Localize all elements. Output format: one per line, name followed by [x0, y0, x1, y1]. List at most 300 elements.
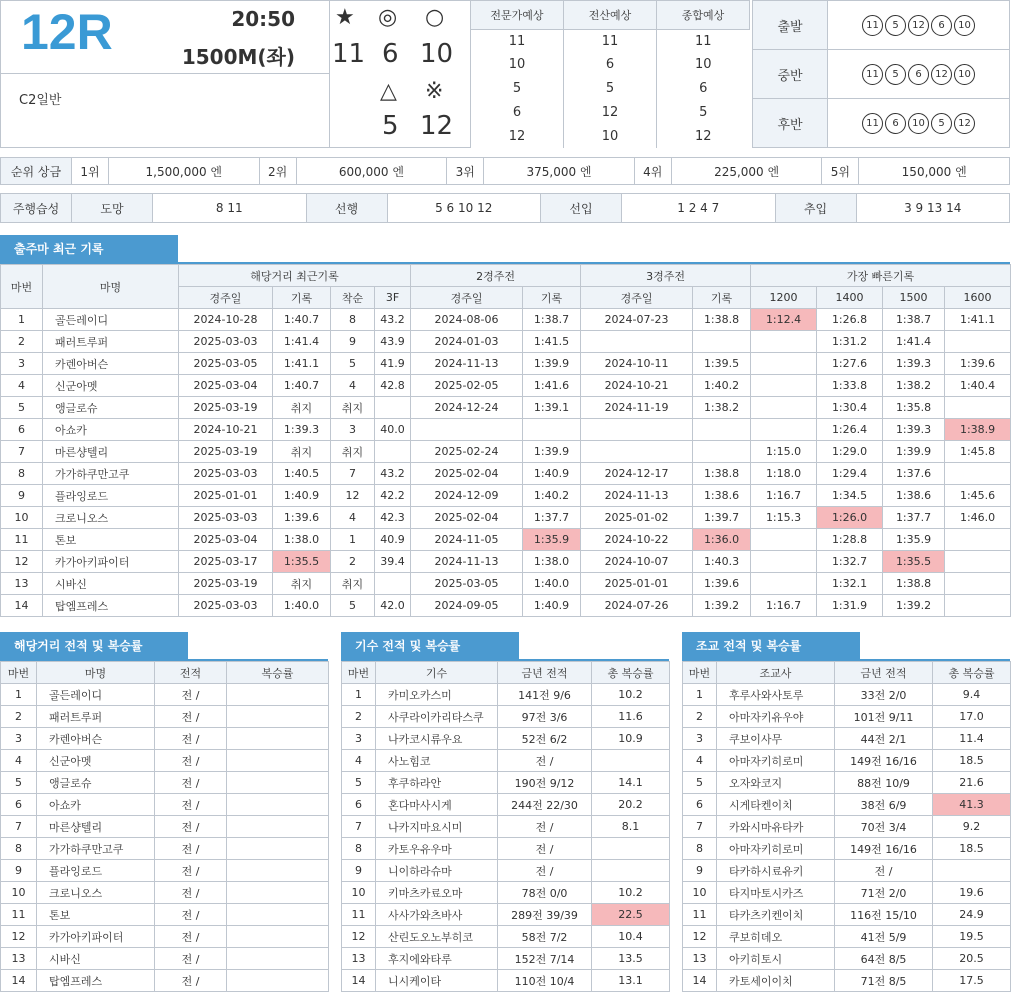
name-cell: 탑엠프레스 [37, 970, 155, 992]
value-cell: 1 [1, 684, 37, 706]
record-cell: 1:15.3 [751, 507, 817, 529]
running-horses: 5 6 10 12 [387, 194, 541, 223]
value-cell: 152전 7/14 [498, 948, 592, 970]
pace-number-circle: 5 [885, 64, 906, 85]
record-cell: 2025-03-03 [179, 331, 273, 353]
table-row [1, 882, 329, 904]
record-cell: 1:38.7 [523, 309, 581, 331]
table-row [1, 684, 329, 706]
record-cell: 1:41.1 [273, 353, 331, 375]
record-cell: 2025-03-04 [179, 529, 273, 551]
table-row [1, 750, 329, 772]
record-cell: 1:28.8 [817, 529, 883, 551]
horse-name: 크로니오스 [43, 507, 179, 529]
value-cell: 5 [342, 772, 376, 794]
record-cell: 2024-10-28 [179, 309, 273, 331]
record-cell: 1:16.7 [751, 485, 817, 507]
prize-rank: 5위 [822, 158, 859, 185]
record-cell [375, 397, 411, 419]
horse-name: 패러트루퍼 [43, 331, 179, 353]
value-cell: 전 / [498, 860, 592, 882]
value-cell: 9.2 [933, 816, 1011, 838]
record-cell: 42.3 [375, 507, 411, 529]
table-header: 마명 [37, 662, 155, 684]
value-cell: 110전 10/4 [498, 970, 592, 992]
value-cell: 78전 0/0 [498, 882, 592, 904]
value-cell: 64전 8/5 [835, 948, 933, 970]
record-cell: 1:38.2 [693, 397, 751, 419]
horse-name: 탑엠프레스 [43, 595, 179, 617]
table-row [1, 419, 1011, 441]
record-cell: 1:40.2 [523, 485, 581, 507]
table-row [1, 595, 1011, 617]
picks-box [330, 0, 470, 148]
record-cell: 1:26.4 [817, 419, 883, 441]
pred-cell: 5 [564, 77, 657, 101]
record-cell: 2024-10-21 [581, 375, 693, 397]
value-cell: 12 [1, 926, 37, 948]
value-cell: 7 [683, 816, 717, 838]
record-cell: 1:39.6 [693, 573, 751, 595]
record-cell [751, 419, 817, 441]
record-cell [945, 595, 1011, 617]
pred-cell: 6 [471, 101, 564, 125]
table-row [342, 882, 670, 904]
horse-name: 카렌아버슨 [43, 353, 179, 375]
sub-header: 착순 [331, 287, 375, 309]
value-cell: 7 [342, 816, 376, 838]
table-row [683, 816, 1011, 838]
value-cell: 14 [1, 970, 37, 992]
record-cell: 1:33.8 [817, 375, 883, 397]
pick-circle-value: 10 [420, 39, 454, 69]
horse-name: 카가아키파이터 [43, 551, 179, 573]
prize-rank: 2위 [259, 158, 296, 185]
pace-label: 후반 [753, 99, 828, 148]
pace-order [828, 99, 1010, 148]
name-cell: 타카하시료유키 [717, 860, 835, 882]
name-cell: 앵글로슈 [37, 772, 155, 794]
table-row [1, 463, 1011, 485]
name-cell: 나카지마요시미 [376, 816, 498, 838]
pred-cell: 10 [564, 124, 657, 148]
sub-header: 1500 [883, 287, 945, 309]
record-cell: 5 [1, 397, 43, 419]
record-cell: 1:38.8 [883, 573, 945, 595]
pace-number-circle: 11 [862, 15, 883, 36]
record-cell: 3 [331, 419, 375, 441]
table-row [1, 397, 1011, 419]
pace-table [752, 0, 1010, 148]
table-row [342, 684, 670, 706]
record-cell: 43.2 [375, 463, 411, 485]
value-cell: 17.0 [933, 706, 1011, 728]
record-cell: 41.9 [375, 353, 411, 375]
record-cell: 1:37.6 [883, 463, 945, 485]
record-cell: 2024-12-17 [581, 463, 693, 485]
pred-row [471, 77, 750, 101]
value-cell: 88전 10/9 [835, 772, 933, 794]
record-cell [581, 331, 693, 353]
value-cell: 21.6 [933, 772, 1011, 794]
record-cell: 1:26.8 [817, 309, 883, 331]
table-row [342, 838, 670, 860]
record-cell [581, 419, 693, 441]
record-cell: 9 [331, 331, 375, 353]
record-cell: 1:40.9 [523, 463, 581, 485]
record-cell: 1:38.8 [693, 463, 751, 485]
record-cell: 1 [331, 529, 375, 551]
name-cell: 카가아키파이터 [37, 926, 155, 948]
record-cell: 1:41.4 [883, 331, 945, 353]
value-cell: 3 [342, 728, 376, 750]
record-cell: 2025-01-02 [581, 507, 693, 529]
name-cell: 후지에와타루 [376, 948, 498, 970]
pred-cell: 5 [657, 101, 750, 125]
horse-name: 앵글로슈 [43, 397, 179, 419]
name-cell: 쿠보이사무 [717, 728, 835, 750]
value-cell: 8 [1, 838, 37, 860]
pace-number-circle: 11 [862, 113, 883, 134]
value-cell [227, 860, 329, 882]
table-header: 총 복승률 [933, 662, 1011, 684]
value-cell: 149전 16/16 [835, 838, 933, 860]
pace-number-circle: 6 [885, 113, 906, 134]
record-cell: 1:39.6 [945, 353, 1011, 375]
running-horses: 8 11 [153, 194, 307, 223]
value-cell: 17.5 [933, 970, 1011, 992]
running-horses: 3 9 13 14 [856, 194, 1010, 223]
value-cell: 9 [342, 860, 376, 882]
horse-name: 신군아멧 [43, 375, 179, 397]
record-cell: 2024-10-21 [179, 419, 273, 441]
pred-cell: 12 [564, 101, 657, 125]
record-cell: 13 [1, 573, 43, 595]
table-row [342, 794, 670, 816]
pred-header: 전문가예상 [471, 1, 564, 30]
sub-header: 경주일 [179, 287, 273, 309]
record-cell: 2025-02-05 [411, 375, 523, 397]
value-cell: 전 / [155, 948, 227, 970]
record-cell: 2024-12-24 [411, 397, 523, 419]
value-cell: 10 [1, 882, 37, 904]
table-header: 전적 [155, 662, 227, 684]
record-cell: 40.9 [375, 529, 411, 551]
value-cell [592, 838, 670, 860]
prize-rank: 1위 [72, 158, 109, 185]
value-cell: 10.2 [592, 882, 670, 904]
jockey-section-title: 기수 전적 및 복승률 [341, 632, 519, 660]
record-cell: 2025-01-01 [179, 485, 273, 507]
pace-number-circle: 6 [908, 64, 929, 85]
record-cell: 2025-03-19 [179, 573, 273, 595]
value-cell: 4 [683, 750, 717, 772]
note-icon: ※ [425, 79, 444, 104]
name-cell: 톤보 [37, 904, 155, 926]
value-cell [227, 838, 329, 860]
value-cell [933, 860, 1011, 882]
value-cell: 전 / [498, 750, 592, 772]
record-cell: 2 [1, 331, 43, 353]
value-cell: 41전 5/9 [835, 926, 933, 948]
sub-header: 기록 [693, 287, 751, 309]
pred-cell: 10 [471, 53, 564, 77]
value-cell: 전 / [835, 860, 933, 882]
value-cell: 13.1 [592, 970, 670, 992]
table-row [1, 331, 1011, 353]
value-cell: 58전 7/2 [498, 926, 592, 948]
name-cell: 아마자키히로미 [717, 838, 835, 860]
table-header: 금년 전적 [498, 662, 592, 684]
name-cell: 시게타켄이치 [717, 794, 835, 816]
record-cell: 1:18.0 [751, 463, 817, 485]
value-cell: 4 [342, 750, 376, 772]
col-horse-number: 마번 [1, 265, 43, 309]
name-cell: 니이하라슈마 [376, 860, 498, 882]
table-row [1, 816, 329, 838]
name-cell: 시바신 [37, 948, 155, 970]
horse-name: 아쇼카 [43, 419, 179, 441]
value-cell: 전 / [155, 794, 227, 816]
value-cell: 전 / [155, 904, 227, 926]
table-row [1, 573, 1011, 595]
table-row [683, 970, 1011, 992]
record-cell [375, 441, 411, 463]
record-cell: 1:39.3 [883, 419, 945, 441]
value-cell: 141전 9/6 [498, 684, 592, 706]
pace-number-circle: 12 [931, 64, 952, 85]
value-cell: 전 / [155, 838, 227, 860]
value-cell: 38전 6/9 [835, 794, 933, 816]
name-cell: 사노힘코 [376, 750, 498, 772]
value-cell [592, 750, 670, 772]
name-cell: 산린도오노부히코 [376, 926, 498, 948]
record-cell: 2025-03-03 [179, 463, 273, 485]
table-row [1, 794, 329, 816]
pick-star-value: 11 [332, 39, 366, 69]
prize-label: 순위 상금 [1, 158, 72, 185]
horse-name: 시바신 [43, 573, 179, 595]
name-cell: 카렌아버슨 [37, 728, 155, 750]
pred-row [471, 124, 750, 148]
prize-amount: 225,000 엔 [671, 158, 822, 185]
name-cell: 아마자키유우야 [717, 706, 835, 728]
pace-label: 중반 [753, 50, 828, 99]
record-cell: 8 [331, 309, 375, 331]
record-cell [945, 573, 1011, 595]
value-cell: 116전 15/10 [835, 904, 933, 926]
table-row [683, 860, 1011, 882]
value-cell [227, 926, 329, 948]
record-cell: 취지 [331, 397, 375, 419]
pred-cell: 12 [657, 124, 750, 148]
double-circle-icon: ◎ [378, 5, 398, 30]
pred-cell: 11 [564, 29, 657, 53]
value-cell [227, 772, 329, 794]
table-row [683, 948, 1011, 970]
value-cell: 전 / [498, 838, 592, 860]
value-cell: 14.1 [592, 772, 670, 794]
record-cell [751, 573, 817, 595]
record-cell: 1:39.3 [273, 419, 331, 441]
race-header [0, 0, 330, 148]
value-cell [227, 750, 329, 772]
pace-row [753, 50, 1010, 99]
col-3-races-ago: 3경주전 [581, 265, 751, 287]
record-cell: 2024-07-23 [581, 309, 693, 331]
record-cell: 2025-03-05 [179, 353, 273, 375]
table-row [1, 926, 329, 948]
record-cell: 12 [331, 485, 375, 507]
record-cell: 2024-08-06 [411, 309, 523, 331]
record-cell: 2024-07-26 [581, 595, 693, 617]
value-cell: 전 / [155, 926, 227, 948]
record-cell: 1:16.7 [751, 595, 817, 617]
pick-triangle-value: 5 [382, 111, 399, 141]
record-cell: 4 [1, 375, 43, 397]
race-time: 20:50 [231, 7, 295, 31]
value-cell [227, 970, 329, 992]
pred-row [471, 101, 750, 125]
record-cell: 취지 [273, 397, 331, 419]
table-row [342, 860, 670, 882]
pace-number-circle: 11 [862, 64, 883, 85]
record-cell: 1:37.7 [523, 507, 581, 529]
sub-header: 경주일 [411, 287, 523, 309]
record-cell: 42.2 [375, 485, 411, 507]
value-cell: 13 [342, 948, 376, 970]
pred-cell: 6 [564, 53, 657, 77]
table-row [683, 750, 1011, 772]
record-cell: 1:40.7 [273, 309, 331, 331]
record-cell: 1:41.5 [523, 331, 581, 353]
name-cell: 카토세이이치 [717, 970, 835, 992]
prize-rank: 4위 [634, 158, 671, 185]
value-cell: 10.4 [592, 926, 670, 948]
value-cell: 289전 39/39 [498, 904, 592, 926]
table-row [1, 507, 1011, 529]
table-row [1, 353, 1011, 375]
sub-header: 1600 [945, 287, 1011, 309]
value-cell: 97전 3/6 [498, 706, 592, 728]
value-cell: 1 [683, 684, 717, 706]
record-cell: 1:40.0 [273, 595, 331, 617]
record-cell: 2024-11-13 [411, 353, 523, 375]
value-cell: 19.5 [933, 926, 1011, 948]
value-cell: 1 [342, 684, 376, 706]
value-cell: 70전 3/4 [835, 816, 933, 838]
pred-row [471, 29, 750, 53]
name-cell: 마른샹텔리 [37, 816, 155, 838]
table-row [683, 794, 1011, 816]
value-cell: 3 [683, 728, 717, 750]
name-cell: 타지마토시카즈 [717, 882, 835, 904]
record-cell: 2024-10-22 [581, 529, 693, 551]
pace-row [753, 99, 1010, 148]
recent-table [0, 264, 1011, 617]
record-cell: 1:39.9 [523, 353, 581, 375]
record-cell: 3 [1, 353, 43, 375]
record-cell: 1:41.6 [523, 375, 581, 397]
table-header: 복승률 [227, 662, 329, 684]
value-cell: 11.4 [933, 728, 1011, 750]
prize-amount: 600,000 엔 [296, 158, 447, 185]
record-cell: 2024-10-11 [581, 353, 693, 375]
pace-number-circle: 10 [908, 113, 929, 134]
record-cell: 4 [331, 375, 375, 397]
value-cell: 6 [683, 794, 717, 816]
horse-name: 플라잉로드 [43, 485, 179, 507]
record-cell: 1:15.0 [751, 441, 817, 463]
dist-section-title: 해당거리 전적 및 복승률 [0, 632, 188, 660]
record-cell: 취지 [273, 441, 331, 463]
prize-amount: 375,000 엔 [484, 158, 635, 185]
value-cell: 전 / [155, 816, 227, 838]
value-cell: 전 / [155, 882, 227, 904]
pred-row [471, 53, 750, 77]
record-cell: 1:37.7 [883, 507, 945, 529]
running-type: 도망 [72, 194, 153, 223]
record-cell: 1:40.3 [693, 551, 751, 573]
col-distance-recent: 해당거리 최근기록 [179, 265, 411, 287]
record-cell: 1:41.1 [945, 309, 1011, 331]
record-cell: 1:45.8 [945, 441, 1011, 463]
record-cell: 1:38.0 [273, 529, 331, 551]
value-cell: 전 / [155, 706, 227, 728]
trainer-section-title: 조교 전적 및 복승률 [682, 632, 860, 660]
value-cell: 전 / [155, 728, 227, 750]
record-cell: 7 [331, 463, 375, 485]
record-cell: 6 [1, 419, 43, 441]
record-cell: 취지 [331, 441, 375, 463]
table-row [683, 882, 1011, 904]
value-cell: 14 [683, 970, 717, 992]
record-cell [945, 463, 1011, 485]
table-row [1, 375, 1011, 397]
value-cell: 전 / [155, 860, 227, 882]
sub-header: 기록 [523, 287, 581, 309]
value-cell: 20.5 [933, 948, 1011, 970]
running-label: 주행습성 [1, 194, 72, 223]
value-cell: 244전 22/30 [498, 794, 592, 816]
table-row [1, 706, 329, 728]
table-row [342, 926, 670, 948]
table-row [1, 948, 329, 970]
running-table [0, 193, 1010, 223]
record-cell: 1:39.9 [883, 441, 945, 463]
record-cell: 2025-03-17 [179, 551, 273, 573]
value-cell: 22.5 [592, 904, 670, 926]
record-cell [945, 397, 1011, 419]
record-cell: 2025-02-04 [411, 507, 523, 529]
horse-name: 골든레이디 [43, 309, 179, 331]
record-cell: 42.0 [375, 595, 411, 617]
pace-order [828, 50, 1010, 99]
table-row [1, 970, 329, 992]
record-cell: 1:40.5 [273, 463, 331, 485]
record-cell: 1:40.9 [523, 595, 581, 617]
table-row [683, 904, 1011, 926]
record-cell: 1:39.9 [523, 441, 581, 463]
record-cell: 1:35.8 [883, 397, 945, 419]
value-cell: 전 / [155, 772, 227, 794]
name-cell: 혼다마사시게 [376, 794, 498, 816]
record-cell: 1:26.0 [817, 507, 883, 529]
record-cell: 2024-09-05 [411, 595, 523, 617]
record-cell: 12 [1, 551, 43, 573]
record-cell [751, 551, 817, 573]
value-cell: 149전 16/16 [835, 750, 933, 772]
